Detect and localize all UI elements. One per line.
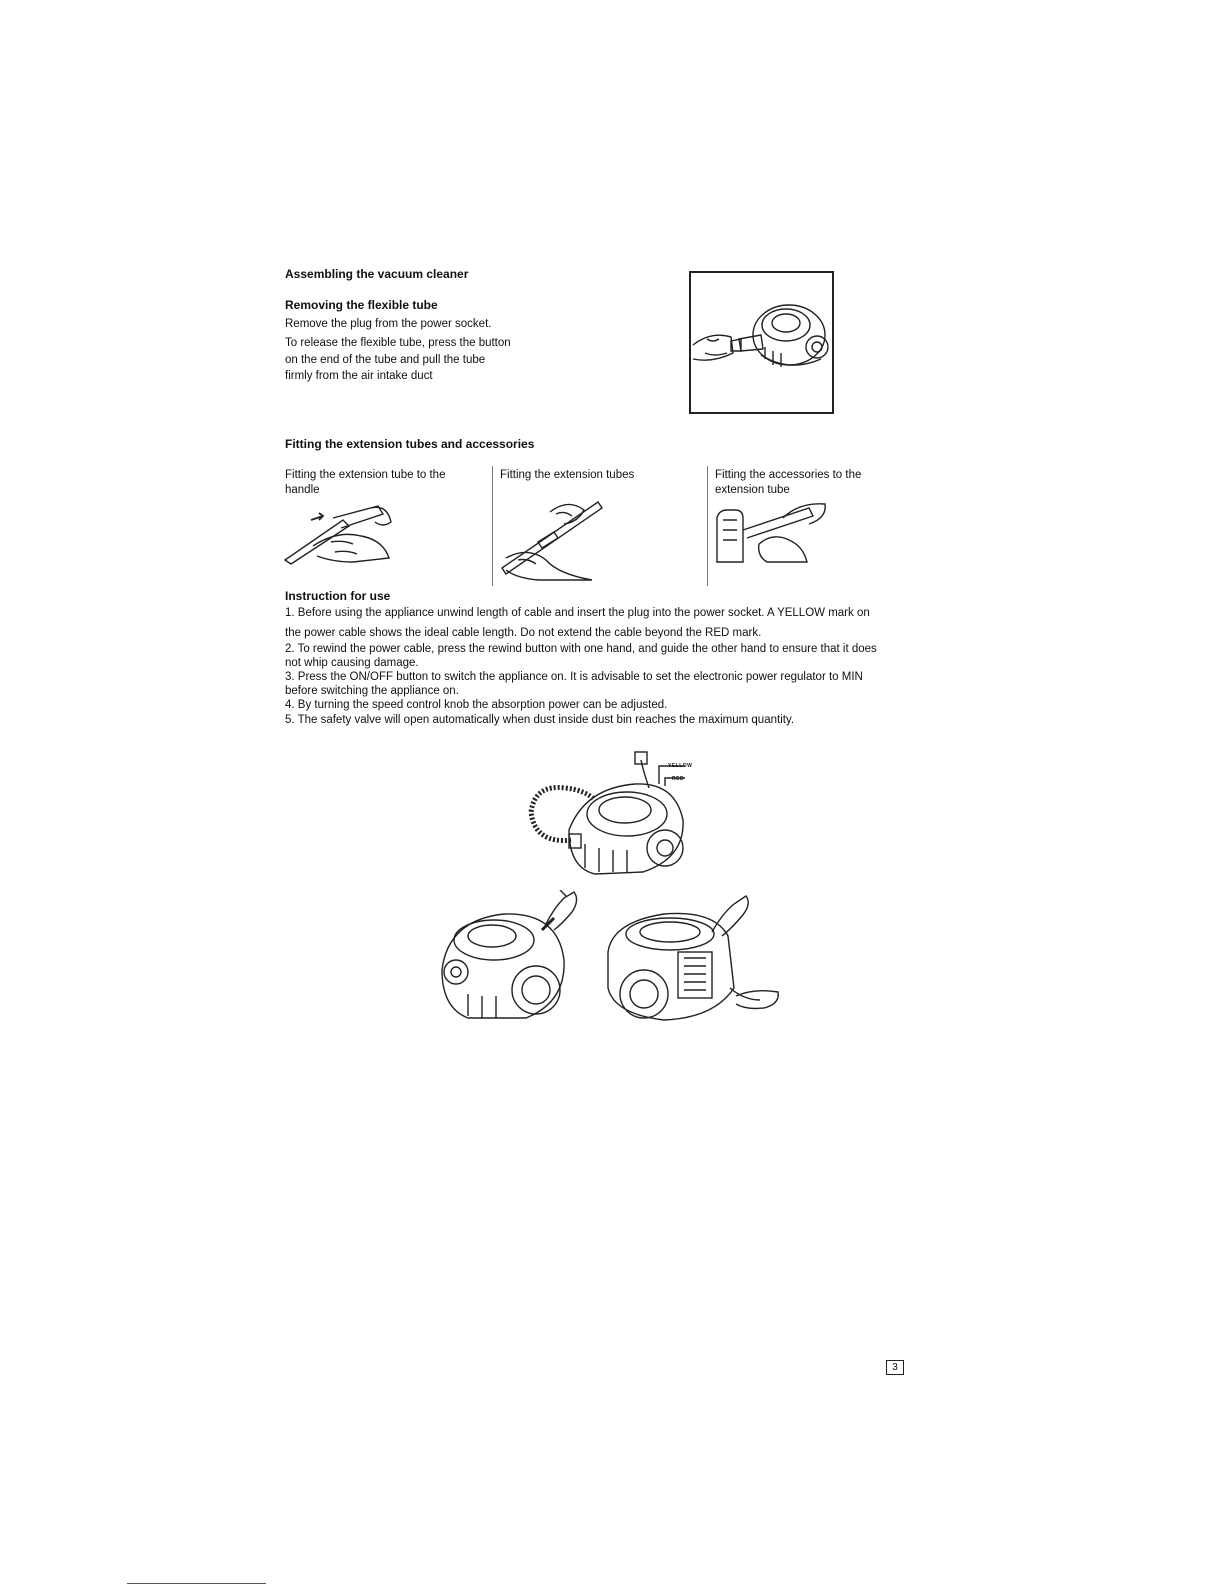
instruction-line-1: 1. Before using the appliance unwind length of cable and insert the plug into the power socket. A YELLOW mark on	[285, 607, 870, 619]
instruction-line-7: 4. By turning the speed control knob the absorption power can be adjusted.	[285, 699, 668, 711]
column-divider-1	[492, 466, 493, 586]
fitting-col3-line-1: Fitting the accessories to the	[715, 469, 862, 481]
removing-line-3: on the end of the tube and pull the tube	[285, 354, 486, 366]
label-yellow: YELLOW	[668, 763, 693, 769]
heading-assembling: Assembling the vacuum cleaner	[285, 267, 469, 281]
extension-tubes-illustration	[498, 498, 608, 582]
removing-line-4: firmly from the air intake duct	[285, 370, 433, 382]
accessory-illustration	[713, 496, 831, 568]
onoff-button-illustration	[604, 892, 784, 1027]
fitting-col1-line-2: handle	[285, 483, 320, 496]
instruction-line-5: 3. Press the ON/OFF button to switch the appliance on. It is advisable to set the electronic power regulator to MIN	[285, 671, 863, 683]
footer-line	[127, 1583, 266, 1584]
label-red: RED	[672, 776, 685, 782]
column-divider-2	[707, 466, 708, 586]
remove-tube-figure	[689, 271, 834, 414]
removing-line-1: Remove the plug from the power socket.	[285, 318, 492, 330]
vacuum-cable-illustration	[525, 748, 700, 888]
heading-removing-tube: Removing the flexible tube	[285, 298, 438, 312]
fitting-col2-line-1: Fitting the extension tubes	[500, 469, 635, 481]
heading-instruction-for-use: Instruction for use	[285, 589, 391, 603]
instruction-line-8: 5. The safety valve will open automatically when dust inside dust bin reaches the maximum quantity.	[285, 714, 795, 726]
fitting-col1-line-1: Fitting the extension tube to the	[285, 469, 446, 481]
fitting-col3-line-2: extension tube	[715, 483, 790, 496]
fitting-col3-text	[715, 468, 861, 497]
instruction-line-6: before switching the appliance on.	[285, 685, 459, 697]
extension-tube-handle-illustration	[283, 500, 398, 566]
rewind-button-illustration	[438, 890, 583, 1025]
page-number: 3	[886, 1360, 904, 1375]
instruction-line-3: 2. To rewind the power cable, press the rewind button with one hand, and guide the other hand to ensure that it does	[285, 643, 877, 655]
heading-fitting: Fitting the extension tubes and accessories	[285, 437, 535, 451]
instruction-line-4: not whip causing damage.	[285, 657, 419, 669]
instruction-line-2: the power cable shows the ideal cable length. Do not extend the cable beyond the RED mark.	[285, 627, 762, 639]
fitting-col2-text	[500, 468, 634, 483]
fitting-col1-text	[285, 468, 445, 497]
hand-plug-illustration	[691, 273, 832, 412]
removing-line-2: To release the flexible tube, press the button	[285, 337, 511, 349]
